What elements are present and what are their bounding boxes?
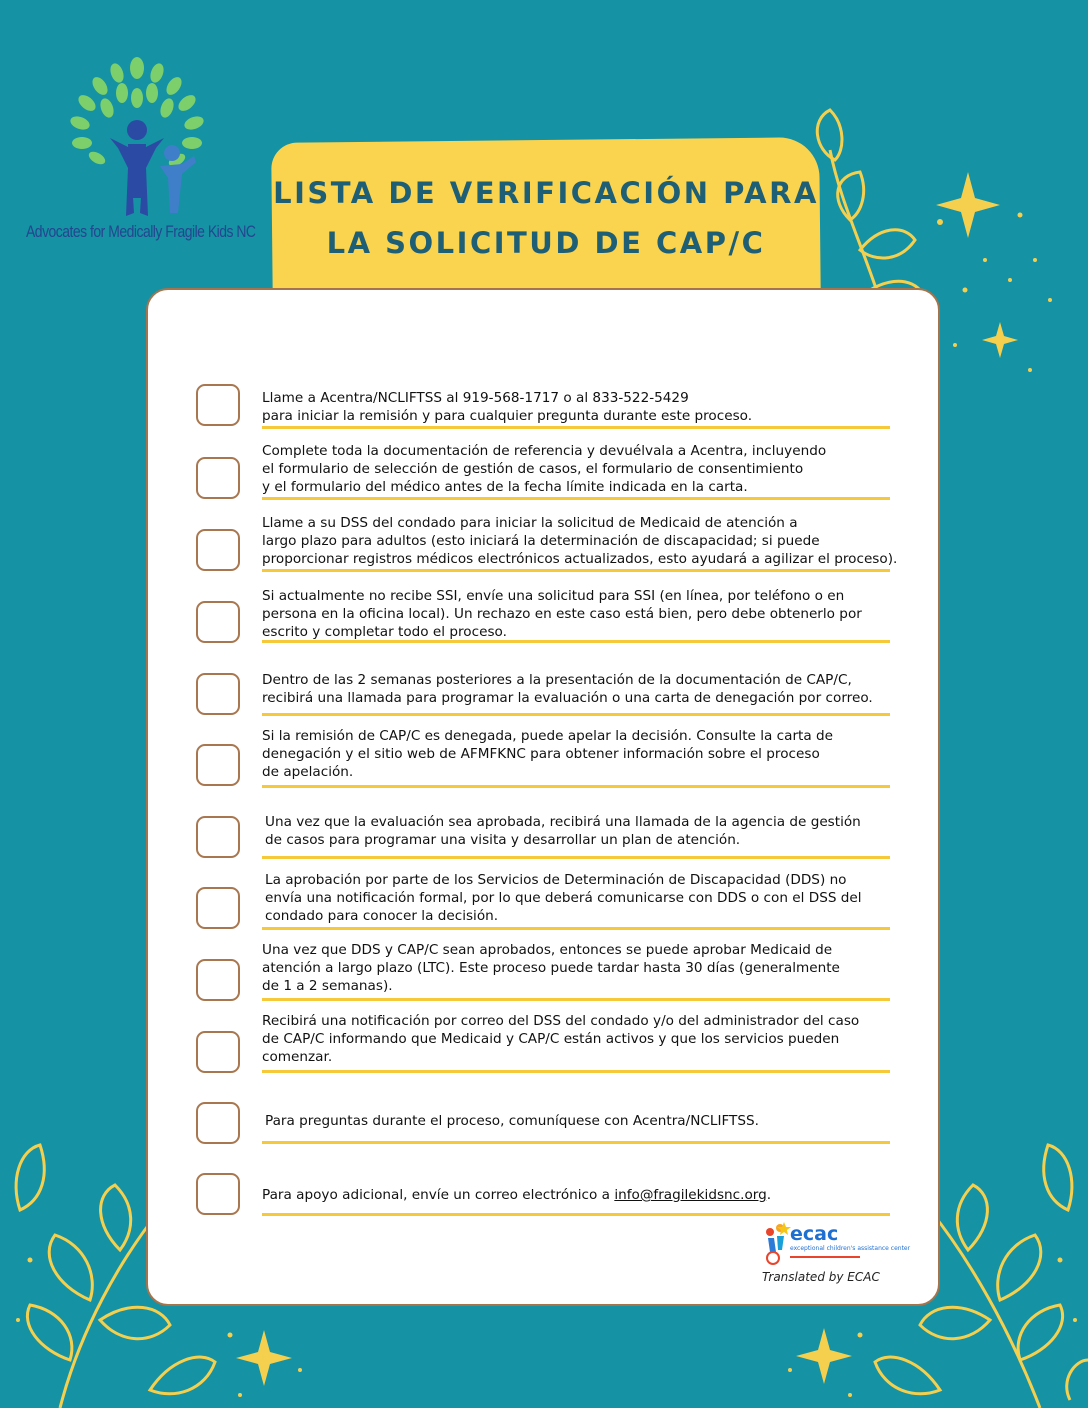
checklist-item-text [262, 587, 862, 642]
item-divider [262, 1070, 890, 1073]
checklist-item-text [262, 514, 897, 569]
checklist-item-line: de CAP/C informando que Medicaid y CAP/C están activos y que los servicios pueden [262, 1031, 840, 1048]
checkbox[interactable] [196, 384, 240, 426]
checkbox[interactable] [196, 1031, 240, 1073]
checkbox[interactable] [196, 457, 240, 499]
checkbox[interactable] [196, 1173, 240, 1215]
checklist-item-line: para iniciar la remisión y para cualquier pregunta durante este proceso. [262, 408, 753, 425]
checklist-item-text [265, 1112, 759, 1130]
title-line-2: LA SOLICITUD DE CAP/C [326, 226, 766, 260]
checklist-item-line: Para preguntas durante el proceso, comuníquese con Acentra/NCLIFTSS. [265, 1113, 759, 1129]
item-divider [262, 1141, 890, 1144]
checkbox[interactable] [196, 529, 240, 571]
ecac-logo-tagline: exceptional children's assistance center [790, 1245, 911, 1252]
item-divider [262, 497, 890, 500]
checklist-item-line: Si la remisión de CAP/C es denegada, puede apelar la decisión. Consulte la carta de [262, 728, 834, 744]
checklist-item-line: recibirá una llamada para programar la evaluación o una carta de denegación por correo. [262, 690, 873, 707]
checklist-item-line: el formulario de selección de gestión de casos, el formulario de consentimiento [262, 461, 804, 478]
checklist-item-text [262, 1186, 771, 1204]
email-suffix: . [766, 1187, 772, 1203]
item-divider [262, 998, 890, 1001]
checklist-item-line: Si actualmente no recibe SSI, envíe una solicitud para SSI (en línea, por teléfono o en [262, 588, 845, 604]
checklist-item-line: La aprobación por parte de los Servicios de Determinación de Discapacidad (DDS) no [265, 872, 847, 888]
checkbox[interactable] [196, 673, 240, 715]
item-divider [262, 640, 890, 643]
checklist-item-line: Llame a su DSS del condado para iniciar la solicitud de Medicaid de atención a [262, 515, 798, 531]
checklist-item-line: Llame a Acentra/NCLIFTSS al 919-568-1717 o al 833-522-5429 [262, 390, 689, 406]
checklist-item-line: proporcionar registros médicos electrónicos actualizados, esto ayudará a agilizar el proceso). [262, 551, 898, 568]
checklist-item-line: escrito y completar todo el proceso. [262, 624, 507, 641]
checkbox[interactable] [196, 601, 240, 643]
checklist-item-line: denegación y el sitio web de AFMFKNC para obtener información sobre el proceso [262, 746, 820, 763]
checklist-item-line: condado para conocer la decisión. [265, 908, 499, 925]
checklist-item-line: Recibirá una notificación por correo del DSS del condado y/o del administrador del caso [262, 1013, 860, 1029]
checklist-item-text [262, 727, 833, 782]
checklist-item-line: largo plazo para adultos (esto iniciará la determinación de discapacidad; si puede [262, 533, 820, 550]
checkbox[interactable] [196, 959, 240, 1001]
checklist-item-line: y el formulario del médico antes de la fecha límite indicada en la carta. [262, 479, 748, 496]
checkbox[interactable] [196, 887, 240, 929]
translation-credit: Translated by ECAC [762, 1270, 880, 1284]
email-link[interactable]: info@fragilekidsnc.org [614, 1187, 767, 1203]
checklist-item-text [265, 813, 861, 849]
checklist-item-line: de 1 a 2 semanas). [262, 978, 393, 995]
checklist-item-line: Dentro de las 2 semanas posteriores a la presentación de la documentación de CAP/C, [262, 672, 852, 688]
checklist-item-text [265, 871, 862, 926]
item-divider [262, 426, 890, 429]
item-divider [262, 713, 890, 716]
checklist-item-text [262, 1012, 859, 1067]
checklist-item-line: atención a largo plazo (LTC). Este proceso puede tardar hasta 30 días (generalmente [262, 960, 840, 977]
checklist-item-line: de casos para programar una visita y desarrollar un plan de atención. [265, 832, 741, 849]
item-divider [262, 569, 890, 572]
ecac-logo-name: ecac [790, 1223, 839, 1245]
item-divider [262, 856, 890, 859]
checklist-item-line: Para apoyo adicional, envíe un correo electrónico a [262, 1187, 615, 1203]
item-divider [262, 1213, 890, 1216]
checklist-item-text [262, 941, 840, 996]
checkbox[interactable] [196, 816, 240, 858]
checklist-item-text [262, 671, 873, 707]
checklist-item-text [262, 389, 752, 425]
checklist-item-line: de apelación. [262, 764, 354, 781]
item-divider [262, 927, 890, 930]
checklist-item-line: envía una notificación formal, por lo que deberá comunicarse con DDS o con el DSS del [265, 890, 862, 907]
checklist-item-line: comenzar. [262, 1049, 333, 1066]
checklist-item-line: Complete toda la documentación de referencia y devuélvala a Acentra, incluyendo [262, 443, 827, 459]
checkbox[interactable] [196, 1102, 240, 1144]
item-divider [262, 785, 890, 788]
checklist-item-line: Una vez que la evaluación sea aprobada, recibirá una llamada de la agencia de gestión [265, 814, 861, 830]
checklist-card [146, 288, 940, 1306]
checkbox[interactable] [196, 744, 240, 786]
title-line-1: LISTA DE VERIFICACIÓN PARA [273, 176, 819, 210]
ecac-logo [760, 1218, 911, 1272]
checklist-item-line: Una vez que DDS y CAP/C sean aprobados, entonces se puede aprobar Medicaid de [262, 942, 833, 958]
page-title [272, 168, 820, 268]
checklist-item-line: persona en la oficina local). Un rechazo en este caso está bien, pero debe obtenerlo por [262, 606, 862, 623]
checklist-item-text [262, 442, 826, 497]
logo-org-name: Advocates for Medically Fragile Kids NC [26, 222, 256, 241]
